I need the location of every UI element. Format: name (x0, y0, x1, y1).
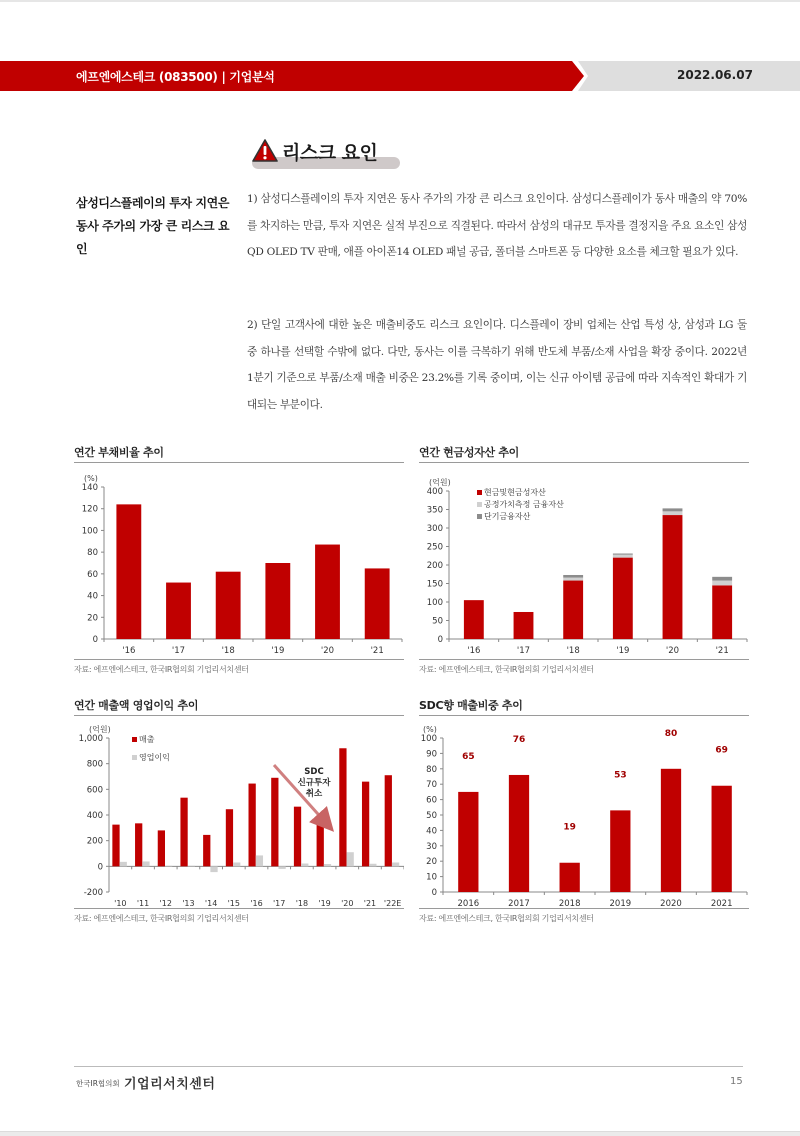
bar (294, 807, 301, 867)
data-label: 19 (563, 822, 576, 833)
bar (369, 864, 376, 867)
legend-swatch (132, 755, 137, 760)
footer-center-name: 기업리서치센터 (124, 1077, 216, 1092)
bar-segment (712, 581, 732, 586)
y-tick-label: 200 (426, 561, 443, 571)
footer-org: 한국IR협의회 (76, 1079, 120, 1088)
y-tick-label: 80 (87, 548, 98, 559)
footer-rule (74, 1066, 743, 1067)
annotation-text: 신규투자 (297, 778, 331, 788)
chart-source: 자료: 에프엔에스테크, 한국IR협의회 기업리서치센터 (419, 665, 594, 674)
bar (120, 862, 127, 866)
report-header (0, 61, 800, 91)
x-tick-label: '17 (272, 899, 286, 908)
bar (347, 852, 354, 866)
bar (661, 769, 681, 892)
bar (165, 866, 172, 867)
bar (271, 778, 278, 867)
x-tick-label: '16 (467, 646, 481, 656)
y-tick-label: 300 (426, 524, 443, 534)
data-label: 65 (462, 751, 475, 762)
data-label: 80 (664, 728, 678, 739)
y-tick-label: 120 (81, 504, 98, 515)
bar-segment (464, 600, 484, 639)
x-tick-label: 2017 (508, 899, 530, 908)
bar (180, 798, 187, 867)
page-top-edge (0, 0, 800, 2)
y-tick-label: 40 (426, 826, 437, 837)
legend-swatch (132, 737, 137, 742)
chart-title: 연간 부채비율 추이 (74, 446, 164, 459)
y-tick-label: 250 (426, 542, 443, 553)
y-tick-label: -200 (83, 888, 103, 898)
y-axis-unit: (억원) (429, 478, 451, 487)
report-title: 에프엔에스테크 (083500) | 기업분석 (76, 70, 275, 84)
bar (142, 861, 149, 866)
x-tick-label: '19 (616, 646, 630, 656)
bar (226, 809, 233, 866)
y-tick-label: 150 (426, 579, 443, 590)
y-tick-label: 600 (86, 785, 103, 796)
y-axis-unit: (억원) (89, 725, 111, 734)
bar (339, 748, 346, 866)
y-tick-label: 90 (426, 749, 437, 760)
x-tick-label: '10 (114, 899, 127, 908)
bar (233, 862, 240, 866)
bar-segment (712, 585, 732, 639)
y-tick-label: 100 (426, 598, 443, 608)
x-tick-label: '14 (204, 899, 218, 908)
bar-segment (563, 581, 583, 639)
y-tick-label: 50 (432, 616, 443, 627)
y-tick-label: 60 (426, 795, 437, 806)
bar (324, 864, 331, 866)
bar (166, 583, 191, 639)
x-tick-label: '22E (383, 899, 402, 908)
chart-source: 자료: 에프엔에스테크, 한국IR협의회 기업리서치센터 (419, 914, 594, 923)
x-tick-label: '21 (715, 646, 729, 656)
x-tick-label: '19 (271, 646, 285, 656)
x-tick-label: '18 (221, 646, 235, 656)
bar-segment (514, 612, 534, 639)
bar (458, 792, 478, 892)
bar (509, 775, 529, 892)
page-number: 15 (730, 1076, 743, 1087)
chart-plot (74, 463, 404, 659)
chart-debt-ratio (74, 444, 404, 675)
y-axis-unit: (%) (84, 474, 98, 483)
legend-label: 공정가치측정 금융자산 (484, 500, 564, 509)
y-tick-label: 0 (437, 635, 443, 645)
x-tick-label: '12 (159, 899, 172, 908)
bar (385, 775, 392, 866)
bar (135, 823, 142, 866)
y-tick-label: 0 (92, 635, 98, 645)
bar (116, 504, 141, 639)
x-tick-label: 2019 (609, 899, 632, 908)
legend-swatch (477, 490, 482, 495)
x-tick-label: '20 (341, 899, 354, 908)
data-label: 53 (614, 770, 627, 781)
bar (362, 782, 369, 867)
chart-cash-assets (419, 444, 749, 675)
y-tick-label: 30 (426, 841, 437, 852)
legend-label: 현금및현금성자산 (484, 488, 546, 497)
section-badge (252, 137, 402, 173)
bar-segment (613, 554, 633, 555)
chart-title: SDC향 매출비중 추이 (419, 699, 523, 712)
y-tick-label: 200 (86, 836, 103, 847)
legend-label: 단기금융자산 (484, 512, 531, 521)
bar (365, 568, 390, 639)
y-tick-label: 60 (87, 569, 98, 580)
x-tick-label: '17 (171, 646, 186, 656)
chart-plot (419, 463, 749, 659)
x-tick-label: '20 (665, 646, 680, 656)
bar-segment (663, 508, 683, 511)
bar (249, 784, 256, 867)
section-title: 리스크 요인 (282, 142, 378, 164)
bar (188, 866, 195, 867)
x-tick-label: '18 (566, 646, 580, 656)
x-tick-label: '20 (320, 646, 335, 656)
x-tick-label: '15 (227, 899, 241, 908)
x-tick-label: '19 (318, 899, 331, 908)
bar (203, 835, 210, 866)
side-heading-line-2: 동사 주가의 가장 큰 리스크 요인 (76, 219, 230, 256)
y-tick-label: 50 (426, 811, 437, 821)
y-tick-label: 0 (431, 888, 437, 898)
y-tick-label: 0 (97, 862, 103, 873)
y-tick-label: 40 (87, 591, 98, 602)
legend-label: 영업이익 (139, 753, 170, 762)
y-tick-label: 70 (426, 780, 437, 791)
side-heading (76, 192, 236, 261)
x-tick-label: 2021 (710, 899, 733, 908)
x-tick-label: '18 (295, 899, 309, 908)
bar-segment (613, 555, 633, 558)
chart-source-rule (74, 659, 404, 660)
bar (256, 855, 263, 866)
legend-label: 매출 (139, 735, 155, 744)
y-tick-label: 140 (81, 483, 98, 493)
bar (560, 863, 580, 892)
chart-source: 자료: 에프엔에스테크, 한국IR협의회 기업리서치센터 (74, 914, 249, 923)
x-tick-label: '11 (136, 899, 150, 908)
y-tick-label: 1,000 (78, 734, 103, 744)
x-tick-label: 2018 (558, 899, 581, 908)
y-tick-label: 400 (426, 487, 443, 497)
bar (317, 823, 324, 867)
x-tick-label: '21 (363, 899, 377, 908)
y-tick-label: 10 (426, 872, 437, 883)
bar-segment (613, 558, 633, 639)
bar (210, 866, 217, 872)
annotation-text: SDC (304, 767, 324, 777)
y-tick-label: 100 (420, 734, 437, 744)
chart-revenue-operating-profit (74, 697, 404, 924)
side-heading-line-1: 삼성디스플레이의 투자 지연은 (76, 196, 230, 210)
chart-title: 연간 매출액 영업이익 추이 (74, 699, 199, 712)
risk-paragraph-2: 2) 단일 고객사에 대한 높은 매출비중도 리스크 요인이다. 디스플레이 장비 업체는 산업 특성 상, 삼성과 LG 둘 중 하나를 선택할 수밖에 없다. 다만, 동사는 이를 극복하기 위해 반도체 부품/소재 사업을 확장 중이다. 2022년 1분기 기준으로 부품/소재 매출 비중은 23.2%를 기록 중이며, 이는 신규 아이템 공급에 따라 지속적인 확대가 기대되는 부분이다. (247, 319, 747, 411)
chart-title: 연간 현금성자산 추이 (419, 446, 519, 459)
bar (610, 810, 630, 892)
warning-icon (252, 139, 278, 162)
x-tick-label: '16 (122, 646, 136, 656)
bar-segment (563, 575, 583, 578)
bar-segment (663, 511, 683, 515)
bar (301, 864, 308, 867)
x-tick-label: '21 (370, 646, 384, 656)
bar-segment (712, 577, 732, 581)
x-tick-label: '16 (250, 899, 263, 908)
y-tick-label: 800 (86, 759, 103, 770)
y-tick-label: 100 (81, 526, 98, 537)
bar-segment (563, 578, 583, 581)
chart-source-rule (419, 908, 749, 909)
chart-source-rule (74, 908, 404, 909)
y-axis-unit: (%) (423, 725, 437, 734)
data-label: 69 (715, 745, 728, 756)
bar (392, 862, 399, 866)
y-tick-label: 400 (86, 811, 103, 821)
bar (712, 786, 732, 892)
x-tick-label: 2016 (457, 899, 480, 908)
report-date: 2022.06.07 (677, 68, 753, 82)
y-tick-label: 350 (426, 505, 443, 516)
chart-source: 자료: 에프엔에스테크, 한국IR협의회 기업리서치센터 (74, 665, 249, 674)
y-tick-label: 80 (426, 764, 437, 775)
legend-swatch (477, 514, 482, 519)
bar (216, 572, 241, 639)
x-tick-label: '13 (182, 899, 195, 908)
legend-swatch (477, 502, 482, 507)
bar (265, 563, 290, 639)
bar (112, 825, 119, 867)
y-tick-label: 20 (87, 613, 98, 624)
risk-paragraph-1: 1) 삼성디스플레이의 투자 지연은 동사 주가의 가장 큰 리스크 요인이다. 삼성디스플레이가 동사 매출의 약 70%를 차지하는 만큼, 투자 지연은 실적 부진으로 직결된다. 따라서 삼성의 대규모 투자를 결정지을 주요 요소인 삼성 QD OLED TV 판매, 애플 아이폰14 OLED 패널 공급, 폴더블 스마트폰 등 다양한 요소를 체크할 필요가 있다. (247, 193, 747, 258)
chart-plot (74, 716, 404, 908)
bar (315, 545, 340, 639)
x-tick-label: 2020 (660, 899, 682, 908)
chart-sdc-share (419, 697, 749, 924)
y-tick-label: 20 (426, 857, 437, 868)
bar (158, 830, 165, 866)
chart-source-rule (419, 659, 749, 660)
x-tick-label: '17 (516, 646, 531, 656)
bar (278, 866, 285, 869)
bar-segment (663, 515, 683, 639)
page-bottom-edge (0, 1131, 800, 1136)
data-label: 76 (512, 734, 526, 745)
annotation-text: 취소 (305, 789, 323, 799)
chart-plot (419, 716, 749, 908)
